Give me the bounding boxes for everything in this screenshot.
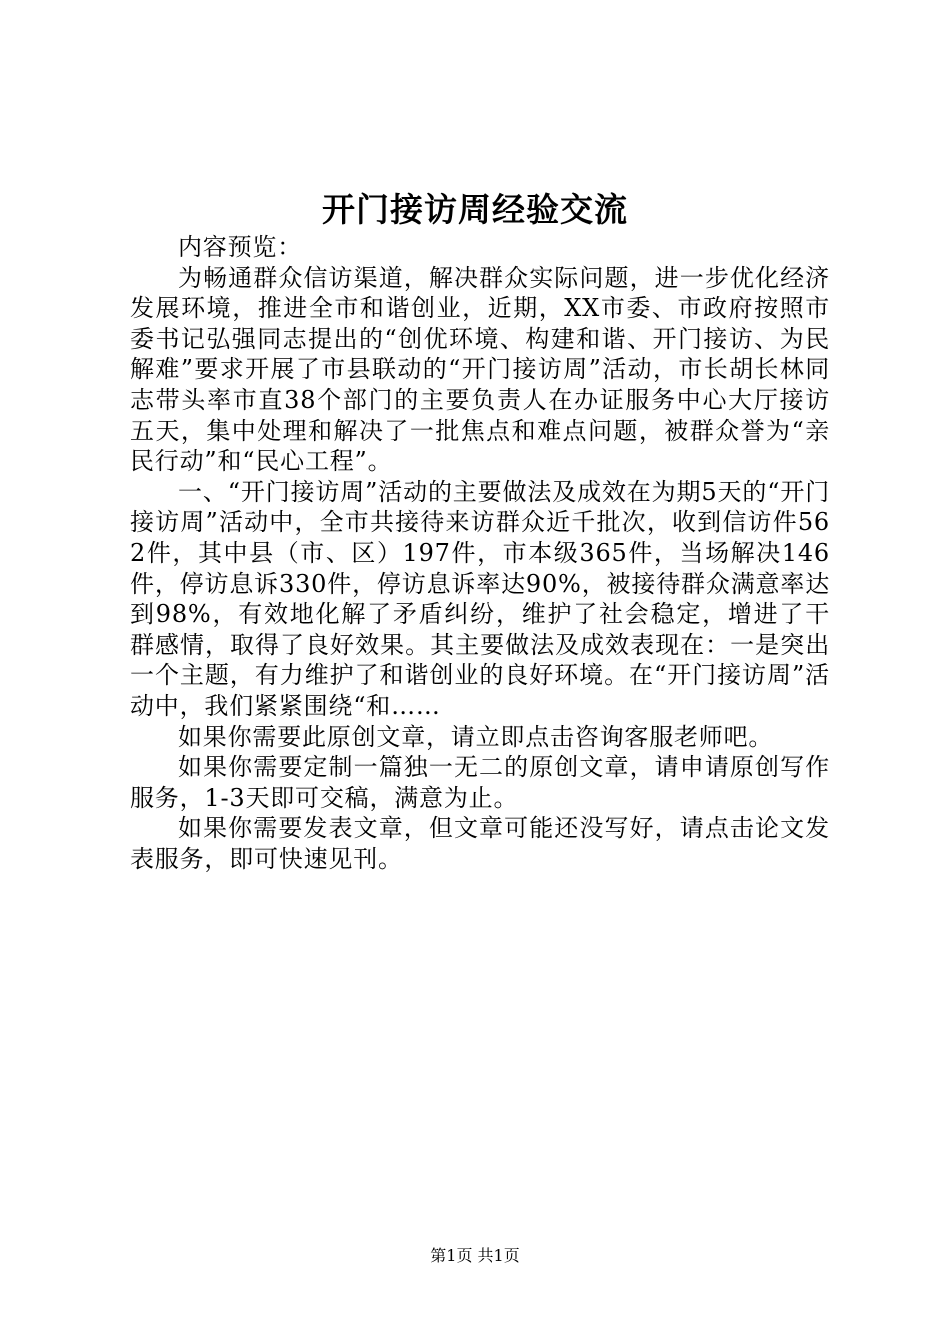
paragraph-section-one: 一、“开门接访周”活动的主要做法及成效在为期5天的“开门接访周”活动中，全市共接待来访群众近千批次，收到信访件562件，其中县（市、区）197件，市本级365件，当场解决146件，停访息诉330件，停访息诉率达90%，被接待群众满意率达到98%，有效地化解了矛盾纠纷，维护了社会稳定，增进了干群感情，取得了良好效果。其主要做法及成效表现在：一是突出一个主题，有力维护了和谐创业的良好环境。在“开门接访周”活动中，我们紧紧围绕“和…… [130,477,830,720]
page-footer: 第1页 共1页 [430,1246,520,1265]
paragraph-contact-service: 如果你需要此原创文章，请立即点击咨询客服老师吧。 [178,722,774,751]
paragraph-custom-writing: 如果你需要定制一篇独一无二的原创文章，请申请原创写作服务，1-3天即可交稿，满意为止。 [130,753,830,812]
paragraph-publishing-service: 如果你需要发表文章，但文章可能还没写好，请点击论文发表服务，即可快速见刊。 [130,814,830,873]
document-body [130,232,830,874]
preview-label: 内容预览： [178,233,302,261]
paragraph-intro: 为畅通群众信访渠道，解决群众实际问题，进一步优化经济发展环境，推进全市和谐创业，近期，XX市委、市政府按照市委书记弘强同志提出的“创优环境、构建和谐、开门接访、为民解难”要求开展了市县联动的“开门接访周”活动，市长胡长林同志带头率市直38个部门的主要负责人在办证服务中心大厅接访五天，集中处理和解决了一批焦点和难点问题，被群众誉为“亲民行动”和“民心工程”。 [130,263,830,476]
document-title: 开门接访周经验交流 [322,190,628,229]
